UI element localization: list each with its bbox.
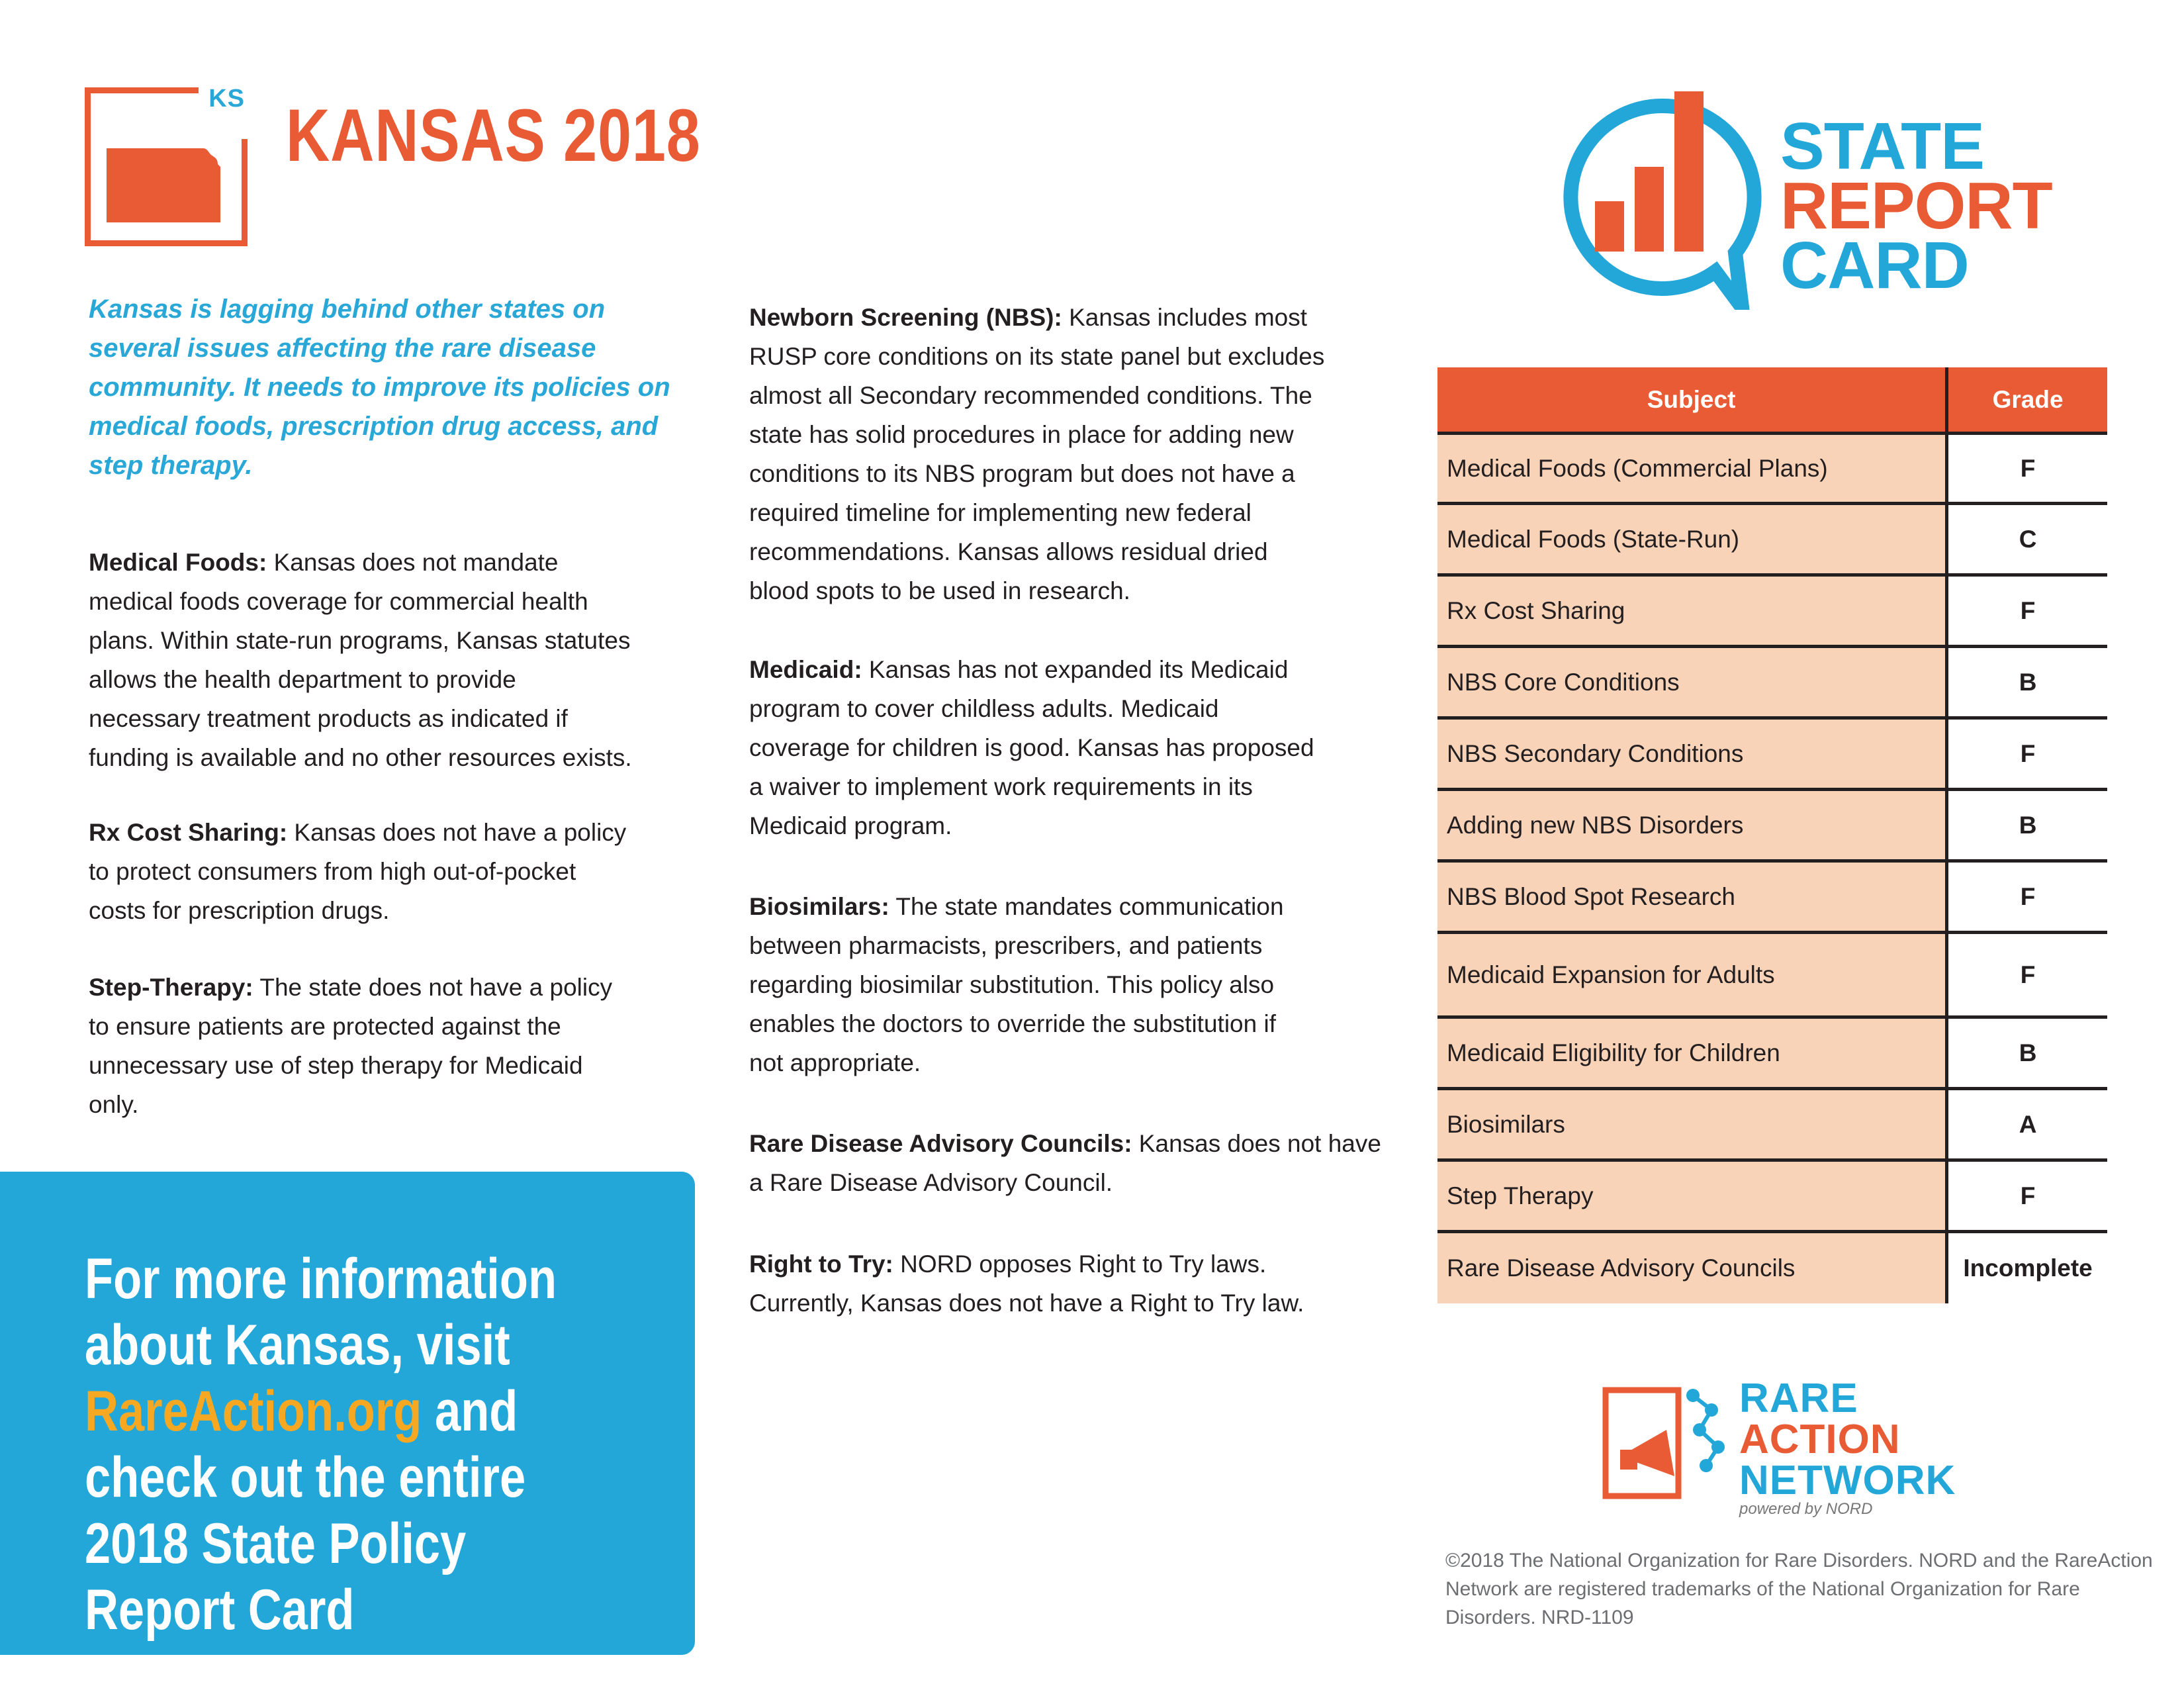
state-abbr: KS [208, 85, 245, 113]
subject-cell: Step Therapy [1437, 1160, 1947, 1232]
section-line [749, 298, 1324, 337]
section-left_sections-2 [89, 968, 612, 1124]
ran-word-rare: RARE [1739, 1376, 1858, 1421]
section-line: RUSP core conditions on its state panel but excludes [749, 343, 1325, 370]
section-line: unnecessary use of step therapy for Medicaid [89, 1052, 583, 1079]
section-text: Kansas does not have [1132, 1130, 1381, 1157]
subject-cell: NBS Blood Spot Research [1437, 861, 1947, 933]
section-line: a Rare Disease Advisory Council. [749, 1169, 1113, 1196]
subject-cell: Medicaid Expansion for Adults [1437, 933, 1947, 1017]
section-line [749, 1244, 1304, 1284]
subject-cell: Medical Foods (Commercial Plans) [1437, 434, 1947, 504]
section-line: program to cover childless adults. Medicaid [749, 695, 1219, 722]
kansas-map-icon [104, 126, 236, 225]
intro-text: Kansas is lagging behind other states on several issues affecting the rare disease community. It needs to improve its policies on medical foods, prescription drug access, and step therapy. [89, 295, 670, 480]
table-row [1437, 1232, 2107, 1303]
table-row [1437, 718, 2107, 790]
subject-cell: Medical Foods (State-Run) [1437, 504, 1947, 575]
chart-bubble-icon [1549, 85, 1774, 310]
rare-action-network-logo [1600, 1370, 2011, 1523]
section-line: coverage for children is good. Kansas has proposed [749, 734, 1314, 761]
table-row [1437, 575, 2107, 647]
section-line: regarding biosimilar substitution. This policy also [749, 971, 1275, 998]
section-line [749, 650, 1314, 689]
grades-table [1437, 367, 2107, 1303]
subject-cell: Rare Disease Advisory Councils [1437, 1232, 1947, 1303]
table-row [1437, 1017, 2107, 1089]
section-line: plans. Within state-run programs, Kansas statutes [89, 627, 631, 654]
section-text: Kansas does not mandate [267, 549, 559, 576]
section-line: almost all Secondary recommended conditions. The [749, 382, 1312, 409]
section-text: Kansas does not have a policy [287, 819, 627, 846]
header-grade: Grade [1947, 367, 2107, 434]
callout-before: For more information about Kansas, visit [85, 1247, 557, 1377]
grade-cell: F [1947, 933, 2107, 1017]
table-row [1437, 1160, 2107, 1232]
section-text: Kansas includes most [1062, 304, 1308, 331]
section-right_sections-2 [749, 887, 1284, 1082]
table-row [1437, 1089, 2107, 1160]
grade-cell: B [1947, 1017, 2107, 1089]
section-left_sections-1 [89, 813, 626, 930]
rareaction-link[interactable]: RareAction.org [85, 1380, 422, 1443]
ran-word-network: NETWORK [1739, 1458, 1956, 1503]
section-line: medical foods coverage for commercial health [89, 588, 588, 615]
section-line: costs for prescription drugs. [89, 897, 390, 924]
section-line: required timeline for implementing new federal [749, 499, 1251, 526]
section-text: Kansas has not expanded its Medicaid [862, 656, 1289, 683]
callout-text [85, 1246, 573, 1643]
section-right_sections-4 [749, 1244, 1304, 1323]
section-line: necessary treatment products as indicated if [89, 705, 568, 732]
grade-cell: Incomplete [1947, 1232, 2107, 1303]
state-badge [85, 87, 248, 246]
subject-cell: Biosimilars [1437, 1089, 1947, 1160]
section-line: blood spots to be used in research. [749, 577, 1130, 604]
grade-cell: F [1947, 1160, 2107, 1232]
section-right_sections-3 [749, 1124, 1381, 1202]
section-line: state has solid procedures in place for adding new [749, 421, 1294, 448]
section-text: The state does not have a policy [253, 974, 613, 1001]
section-line: not appropriate. [749, 1049, 921, 1076]
section-text: NORD opposes Right to Try laws. [893, 1250, 1267, 1278]
logo-word-state: STATE [1780, 109, 1984, 183]
logo-word-card: CARD [1780, 228, 1969, 303]
powered-by-nord: powered by NORD [1739, 1500, 1873, 1518]
grade-cell: F [1947, 718, 2107, 790]
section-heading: Rare Disease Advisory Councils: [749, 1130, 1132, 1157]
subject-cell: Adding new NBS Disorders [1437, 790, 1947, 861]
section-right_sections-0 [749, 298, 1324, 610]
header-subject: Subject [1437, 367, 1947, 434]
section-heading: Medical Foods: [89, 549, 267, 576]
section-line: allows the health department to provide [89, 666, 516, 693]
table-row [1437, 647, 2107, 718]
section-line: to protect consumers from high out-of-pocket [89, 858, 576, 885]
subject-cell: Rx Cost Sharing [1437, 575, 1947, 647]
section-line: recommendations. Kansas allows residual dried [749, 538, 1268, 565]
subject-cell: NBS Secondary Conditions [1437, 718, 1947, 790]
section-heading: Step-Therapy: [89, 974, 253, 1001]
table-header-row [1437, 367, 2107, 434]
section-text: The state mandates communication [889, 893, 1284, 920]
grade-cell: B [1947, 790, 2107, 861]
section-line: to ensure patients are protected against the [89, 1013, 561, 1040]
section-line [89, 968, 612, 1007]
info-callout [0, 1172, 695, 1655]
section-line [89, 543, 632, 582]
table-row [1437, 790, 2107, 861]
section-line: enables the doctors to override the substitution if [749, 1010, 1276, 1037]
section-right_sections-1 [749, 650, 1314, 845]
section-line: conditions to its NBS program but does not have a [749, 460, 1295, 487]
grade-cell: F [1947, 861, 2107, 933]
section-heading: Newborn Screening (NBS): [749, 304, 1062, 331]
grade-cell: C [1947, 504, 2107, 575]
section-left_sections-0 [89, 543, 632, 777]
megaphone-icon [1600, 1383, 1739, 1503]
table-row [1437, 434, 2107, 504]
grade-cell: F [1947, 575, 2107, 647]
table-row [1437, 933, 2107, 1017]
callout-after: and check out the entire 2018 State Policy Report Card [85, 1380, 526, 1642]
table-row [1437, 861, 2107, 933]
section-heading: Medicaid: [749, 656, 862, 683]
section-heading: Right to Try: [749, 1250, 893, 1278]
table-row [1437, 504, 2107, 575]
section-line [749, 887, 1284, 926]
section-line [89, 813, 626, 852]
page-title: KANSAS 2018 [286, 94, 701, 177]
logo-word-report: REPORT [1780, 169, 2052, 243]
section-line: Currently, Kansas does not have a Right to Try law. [749, 1289, 1304, 1317]
subject-cell: Medicaid Eligibility for Children [1437, 1017, 1947, 1089]
subject-cell: NBS Core Conditions [1437, 647, 1947, 718]
section-line [749, 1124, 1381, 1163]
section-line: funding is available and no other resources exists. [89, 744, 632, 771]
ran-word-action: ACTION [1739, 1417, 1901, 1462]
section-line: between pharmacists, prescribers, and patients [749, 932, 1263, 959]
grade-cell: B [1947, 647, 2107, 718]
section-line: Medicaid program. [749, 812, 952, 839]
section-line: only. [89, 1091, 139, 1118]
copyright-notice: ©2018 The National Organization for Rare Disorders. NORD and the RareAction Network are registered trademarks of the National Organization for Rare Disorders. NRD-1109 [1445, 1550, 2153, 1628]
section-line: a waiver to implement work requirements in its [749, 773, 1253, 800]
grade-cell: A [1947, 1089, 2107, 1160]
state-report-card-logo [1549, 85, 2065, 323]
grade-cell: F [1947, 434, 2107, 504]
section-heading: Biosimilars: [749, 893, 889, 920]
section-heading: Rx Cost Sharing: [89, 819, 288, 846]
